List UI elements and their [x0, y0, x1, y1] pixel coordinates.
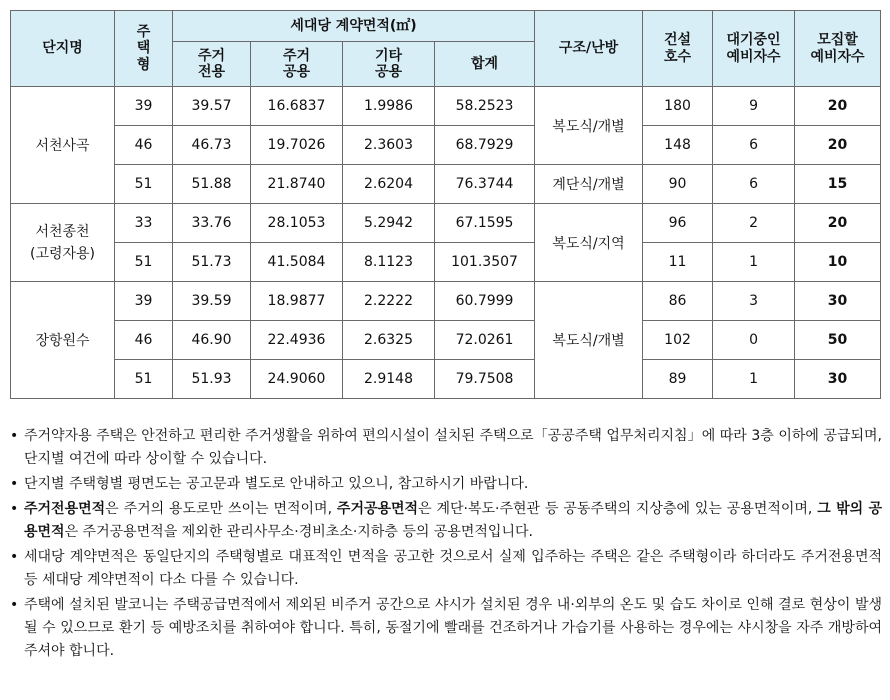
- table-row: [11, 126, 881, 165]
- note-item: • 주택에 설치된 발코니는 주택공급면적에서 제외된 비주거 공간으로 샤시가 설치된 경우 내·외부의 온도 및 습도 차이로 인해 결로 현상이 발생될 수 있으므로 환기 등 예방조치를 취하여야 합니다. 특히, 동절기에 빨래를 건조하거나 가습기를 사용하는 경우에는 샤시창을 자주 개방하여 주셔야 합니다.: [10, 594, 882, 663]
- recruit-cell: 20: [795, 87, 881, 126]
- table-row: [11, 282, 881, 321]
- structure-cell: 복도식/개별: [535, 87, 643, 165]
- units-cell: 86: [643, 282, 713, 321]
- waiting-cell: 2: [713, 204, 795, 243]
- exclusive-area-cell: 46.73: [173, 126, 251, 165]
- rental-area-table: [10, 10, 881, 399]
- exclusive-area-cell: 39.57: [173, 87, 251, 126]
- common-area-cell: 19.7026: [251, 126, 343, 165]
- units-cell: 102: [643, 321, 713, 360]
- exclusive-area-cell: 51.88: [173, 165, 251, 204]
- term-other-common-area: 그 밖의 공용면적: [24, 501, 883, 540]
- units-cell: 148: [643, 126, 713, 165]
- waiting-cell: 9: [713, 87, 795, 126]
- recruit-cell: 10: [795, 243, 881, 282]
- type-cell: 51: [115, 243, 173, 282]
- header-units: 건설 호수: [643, 11, 713, 87]
- total-area-cell: 79.7508: [435, 360, 535, 399]
- table-row: [11, 165, 881, 204]
- note-item: • 단지별 주택형별 평면도는 공고문과 별도로 안내하고 있으니, 참고하시기 바랍니다.: [10, 473, 882, 496]
- header-total-area: 합계: [435, 42, 535, 87]
- header-area-group: 세대당 계약면적(㎡): [173, 11, 535, 42]
- waiting-cell: 6: [713, 165, 795, 204]
- other-area-cell: 2.9148: [343, 360, 435, 399]
- recruit-cell: 50: [795, 321, 881, 360]
- other-area-cell: 2.2222: [343, 282, 435, 321]
- total-area-cell: 68.7929: [435, 126, 535, 165]
- total-area-cell: 72.0261: [435, 321, 535, 360]
- notes-list: [10, 425, 882, 665]
- other-area-cell: 8.1123: [343, 243, 435, 282]
- common-area-cell: 22.4936: [251, 321, 343, 360]
- units-cell: 11: [643, 243, 713, 282]
- header-other-common-area: 기타 공용: [343, 42, 435, 87]
- type-cell: 39: [115, 87, 173, 126]
- recruit-cell: 20: [795, 204, 881, 243]
- other-area-cell: 1.9986: [343, 87, 435, 126]
- header-waiting: 대기중인 예비자수: [713, 11, 795, 87]
- note-item: • 세대당 계약면적은 동일단지의 주택형별로 대표적인 면적을 공고한 것으로서 실제 입주하는 주택은 같은 주택형이라 하더라도 주거전용면적 등 세대당 계약면적이 다소 다를 수 있습니다.: [10, 546, 882, 592]
- recruit-cell: 15: [795, 165, 881, 204]
- waiting-cell: 1: [713, 243, 795, 282]
- complex-name: 서천종천 (고령자용): [11, 204, 115, 282]
- structure-cell: 복도식/개별: [535, 282, 643, 399]
- complex-name: 장항원수: [11, 282, 115, 399]
- term-exclusive-area: 주거전용면적: [24, 501, 106, 517]
- total-area-cell: 60.7999: [435, 282, 535, 321]
- table-row: [11, 204, 881, 243]
- total-area-cell: 101.3507: [435, 243, 535, 282]
- header-complex: 단지명: [11, 11, 115, 87]
- type-cell: 51: [115, 360, 173, 399]
- structure-cell: 복도식/지역: [535, 204, 643, 282]
- header-recruit: 모집할 예비자수: [795, 11, 881, 87]
- table-row: [11, 321, 881, 360]
- common-area-cell: 28.1053: [251, 204, 343, 243]
- recruit-cell: 30: [795, 360, 881, 399]
- exclusive-area-cell: 46.90: [173, 321, 251, 360]
- header-exclusive-area: 주거 전용: [173, 42, 251, 87]
- complex-name: 서천사곡: [11, 87, 115, 204]
- units-cell: 96: [643, 204, 713, 243]
- common-area-cell: 24.9060: [251, 360, 343, 399]
- recruit-cell: 30: [795, 282, 881, 321]
- units-cell: 90: [643, 165, 713, 204]
- exclusive-area-cell: 39.59: [173, 282, 251, 321]
- total-area-cell: 58.2523: [435, 87, 535, 126]
- other-area-cell: 2.6325: [343, 321, 435, 360]
- type-cell: 51: [115, 165, 173, 204]
- structure-cell: 계단식/개별: [535, 165, 643, 204]
- other-area-cell: 2.6204: [343, 165, 435, 204]
- term-common-area: 주거공용면적: [336, 501, 419, 517]
- common-area-cell: 41.5084: [251, 243, 343, 282]
- total-area-cell: 76.3744: [435, 165, 535, 204]
- header-type: 주 택 형: [115, 11, 173, 87]
- exclusive-area-cell: 51.93: [173, 360, 251, 399]
- table-row: [11, 87, 881, 126]
- other-area-cell: 2.3603: [343, 126, 435, 165]
- type-cell: 33: [115, 204, 173, 243]
- waiting-cell: 0: [713, 321, 795, 360]
- other-area-cell: 5.2942: [343, 204, 435, 243]
- header-common-area: 주거 공용: [251, 42, 343, 87]
- waiting-cell: 1: [713, 360, 795, 399]
- table-row: [11, 360, 881, 399]
- recruit-cell: 20: [795, 126, 881, 165]
- type-cell: 39: [115, 282, 173, 321]
- common-area-cell: 16.6837: [251, 87, 343, 126]
- units-cell: 89: [643, 360, 713, 399]
- waiting-cell: 6: [713, 126, 795, 165]
- waiting-cell: 3: [713, 282, 795, 321]
- common-area-cell: 21.8740: [251, 165, 343, 204]
- type-cell: 46: [115, 321, 173, 360]
- note-item: • 주거전용면적은 주거의 용도로만 쓰이는 면적이며, 주거공용면적은 계단·복도·주현관 등 공동주택의 지상층에 있는 공용면적이며, 그 밖의 공용면적은 주거공용면적을 제외한 관리사무소·경비초소·지하층 등의 공용면적입니다.: [10, 498, 882, 544]
- exclusive-area-cell: 33.76: [173, 204, 251, 243]
- common-area-cell: 18.9877: [251, 282, 343, 321]
- type-cell: 46: [115, 126, 173, 165]
- header-structure: 구조/난방: [535, 11, 643, 87]
- exclusive-area-cell: 51.73: [173, 243, 251, 282]
- table-row: [11, 243, 881, 282]
- total-area-cell: 67.1595: [435, 204, 535, 243]
- note-item: • 주거약자용 주택은 안전하고 편리한 주거생활을 위하여 편의시설이 설치된 주택으로「공공주택 업무처리지침」에 따라 3층 이하에 공급되며, 단지별 여건에 따라 상이할 수 있습니다.: [10, 425, 882, 471]
- units-cell: 180: [643, 87, 713, 126]
